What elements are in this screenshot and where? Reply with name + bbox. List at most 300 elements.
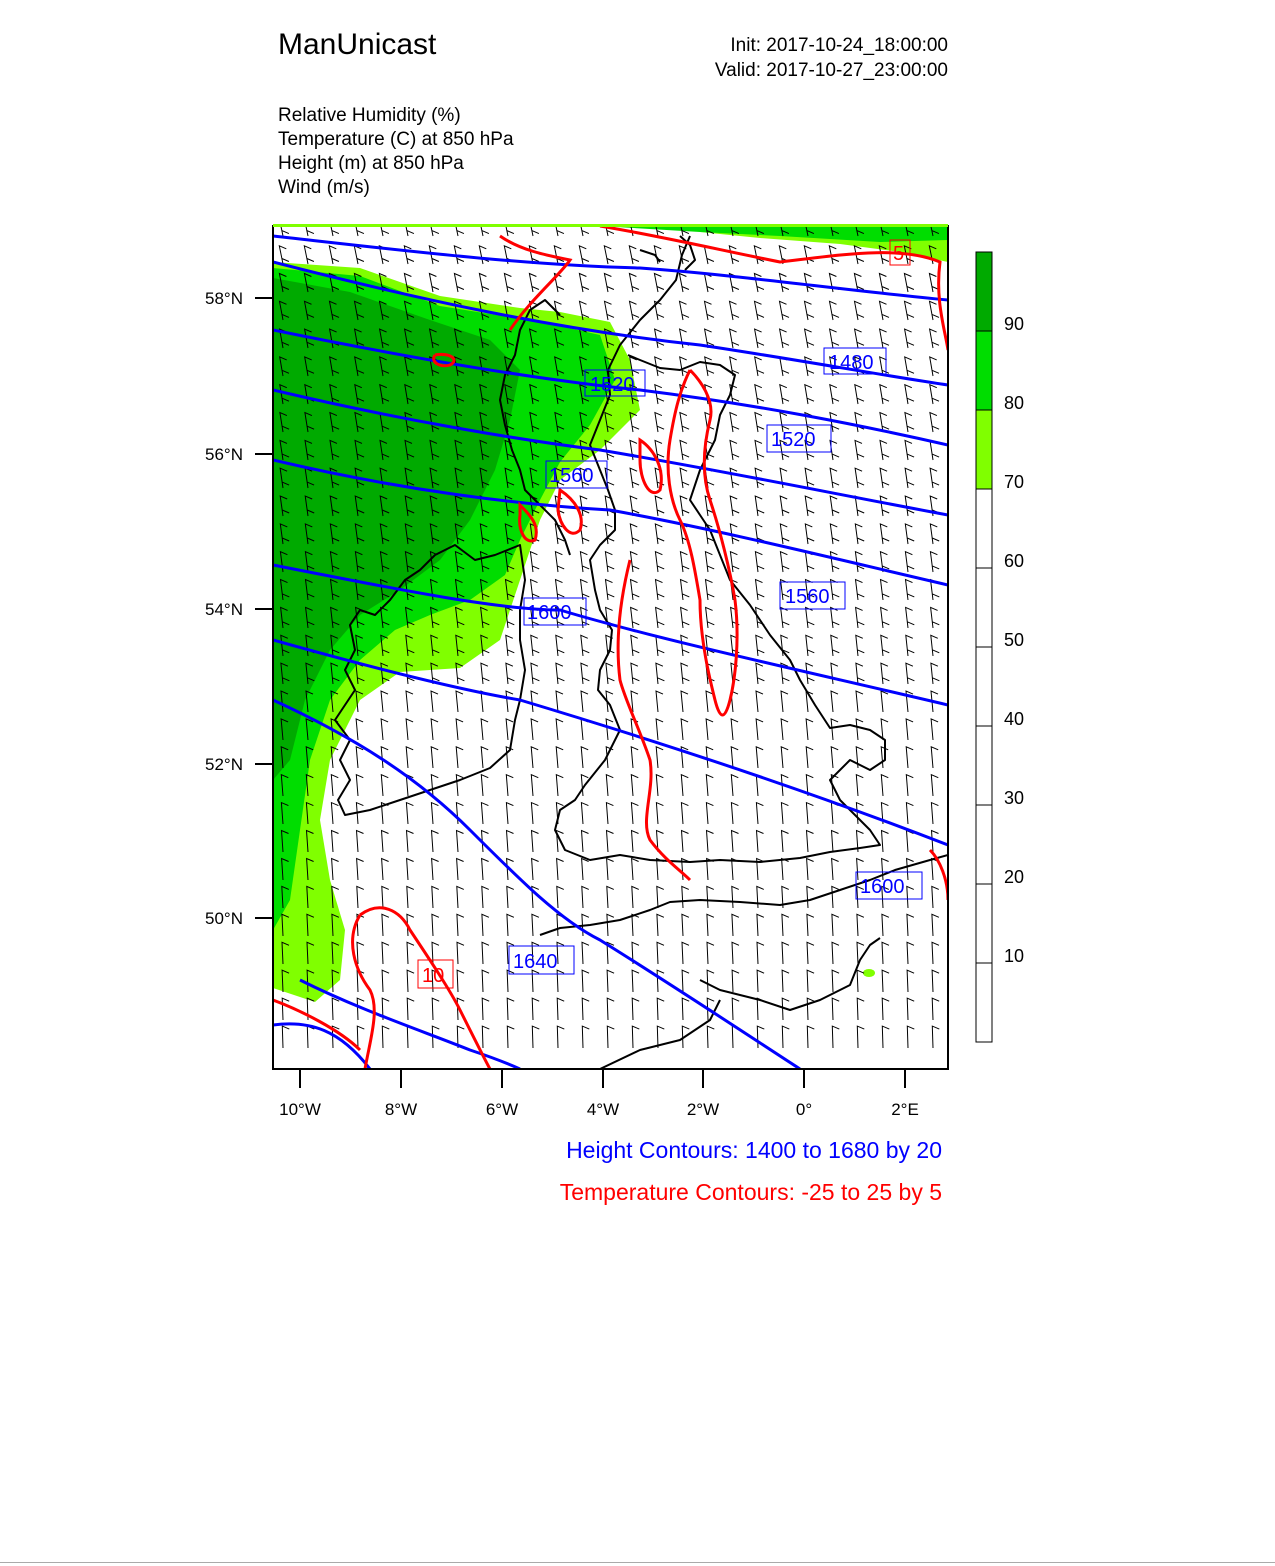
wind-barb (506, 691, 513, 712)
wind-barb (831, 635, 840, 656)
wind-barb (731, 719, 738, 740)
wind-barb (679, 274, 689, 293)
wind-barb (630, 468, 639, 488)
wind-barb (905, 552, 914, 572)
wind-barb (632, 914, 639, 936)
wind-barb (406, 803, 413, 824)
wind-barb (906, 635, 915, 656)
lat-axis (255, 298, 273, 918)
wind-barb (407, 970, 414, 992)
wind-barb (732, 914, 739, 936)
wind-barb (531, 747, 538, 768)
colorbar-cell (976, 884, 992, 963)
wind-barb (506, 775, 513, 796)
wind-barb (656, 719, 663, 740)
colorbar-cell (976, 252, 992, 331)
wind-barb (931, 719, 938, 740)
wind-barb (680, 552, 689, 572)
wind-barb (832, 942, 839, 964)
wind-barb (682, 942, 689, 964)
wind-barb (482, 914, 489, 936)
wind-barb (756, 719, 763, 740)
wind-barb (357, 831, 364, 853)
wind-barb (930, 468, 939, 488)
wind-barb (581, 719, 588, 740)
wind-barb (855, 440, 864, 460)
wind-barb (830, 552, 839, 572)
wind-barb (807, 970, 814, 992)
wind-barb (731, 803, 738, 824)
wind-barb (631, 747, 638, 768)
wind-barb (832, 970, 839, 992)
wind-barb (907, 998, 914, 1020)
wind-barb (457, 859, 464, 881)
wind-barb (382, 886, 389, 908)
wind-barb (557, 1026, 564, 1048)
height-contour-legend: Height Contours: 1400 to 1680 by 20 (566, 1137, 942, 1163)
wind-barb (357, 859, 364, 881)
wind-barb (507, 998, 514, 1020)
wind-barb (730, 468, 739, 488)
wind-barb (807, 1026, 814, 1048)
lat-label-54: 54°N (205, 600, 243, 619)
wind-barb (807, 859, 814, 881)
valid-time: Valid: 2017-10-27_23:00:00 (714, 60, 948, 81)
wind-barb (806, 635, 815, 656)
wind-barb (579, 274, 589, 293)
wind-barb (906, 719, 913, 740)
wind-barb (780, 524, 789, 544)
wind-barb (382, 914, 389, 936)
wind-barb (605, 301, 615, 320)
wind-barb (707, 1026, 714, 1048)
wind-barb (681, 635, 690, 656)
wind-barb (581, 635, 590, 656)
wind-barb (406, 691, 413, 712)
wind-barb (905, 329, 914, 348)
colorbar-label-80: 80 (1004, 393, 1025, 413)
wind-barb (932, 1026, 939, 1048)
colorbar-label-90: 90 (1004, 314, 1025, 334)
wind-barb (681, 775, 688, 796)
wind-barb (881, 691, 888, 712)
wind-barb (706, 775, 713, 796)
wind-barb (631, 691, 638, 712)
wind-barb (456, 775, 463, 796)
wind-barb (656, 607, 665, 628)
wind-barb (730, 496, 739, 516)
wind-barb (631, 663, 640, 684)
wind-barb (754, 274, 764, 293)
wind-barb (657, 914, 664, 936)
wind-barb (631, 635, 640, 656)
wind-barb (729, 246, 739, 264)
colorbar-cell (976, 331, 992, 410)
wind-barb (356, 775, 363, 796)
wind-barb (931, 663, 940, 684)
wind-barb (607, 998, 614, 1020)
wind-barb (680, 413, 689, 432)
wind-barb (782, 970, 789, 992)
wind-barb (732, 886, 739, 908)
wind-barb (830, 385, 839, 404)
wind-barb (882, 998, 889, 1020)
wind-barb (531, 775, 538, 796)
wind-barb (831, 747, 838, 768)
wind-barb (932, 998, 939, 1020)
wind-barb (905, 385, 914, 404)
wind-barb (482, 1026, 489, 1048)
wind-barb (606, 663, 615, 684)
wind-barb (806, 607, 815, 628)
colorbar-label-70: 70 (1004, 472, 1025, 492)
wind-barb (481, 747, 488, 768)
wind-barb (481, 663, 490, 684)
wind-barb (531, 580, 540, 600)
wind-barb (880, 301, 890, 320)
wind-barb (730, 301, 740, 320)
wind-barb (832, 914, 839, 936)
wind-barb (431, 747, 438, 768)
wind-barb (906, 803, 913, 824)
wind-barb (756, 747, 763, 768)
wind-barb (755, 301, 765, 320)
wind-barb (457, 914, 464, 936)
wind-barb (382, 970, 389, 992)
wind-barb (530, 552, 539, 572)
wind-barb (855, 552, 864, 572)
wind-barb (581, 803, 588, 824)
wind-barb (757, 970, 764, 992)
wind-barb (780, 552, 789, 572)
wind-barb (706, 719, 713, 740)
colorbar-label-20: 20 (1004, 867, 1025, 887)
wind-barb (604, 274, 614, 293)
wind-barb (682, 886, 689, 908)
wind-barb (831, 607, 840, 628)
wind-barb (632, 859, 639, 881)
wind-barb (557, 998, 564, 1020)
wind-barb (607, 914, 614, 936)
wind-barb (381, 719, 388, 740)
wind-barb (855, 301, 865, 320)
wind-barb (531, 663, 540, 684)
wind-barb (757, 886, 764, 908)
height-label-1600-b: 1600 (860, 876, 905, 898)
wind-barb (632, 998, 639, 1020)
wind-barb (582, 831, 589, 853)
colorbar-label-30: 30 (1004, 788, 1025, 808)
wind-barb (807, 886, 814, 908)
wind-barb (855, 329, 864, 348)
wind-barb (907, 1026, 914, 1048)
lat-label-56: 56°N (205, 445, 243, 464)
wind-barb (907, 970, 914, 992)
wind-barb (755, 496, 764, 516)
wind-barb (780, 496, 789, 516)
wind-barb (756, 580, 765, 600)
wind-barb (457, 970, 464, 992)
wind-barb (655, 496, 664, 516)
lat-label-58: 58°N (205, 289, 243, 308)
temp-label-10: 10 (422, 965, 445, 987)
wind-barb (804, 274, 814, 293)
wind-barb (357, 942, 364, 964)
wind-barb (757, 831, 764, 853)
wind-barb (882, 831, 889, 853)
wind-barb (656, 803, 663, 824)
wind-barb (431, 775, 438, 796)
wind-barb (754, 246, 764, 264)
wind-barb (607, 970, 614, 992)
wind-barb (332, 859, 339, 881)
wind-barb (930, 413, 939, 432)
wind-barb (932, 942, 939, 964)
wind-barb (606, 775, 613, 796)
wind-barb (806, 747, 813, 768)
wind-barb (732, 998, 739, 1020)
wind-barb (681, 580, 690, 600)
wind-barb (706, 607, 715, 628)
temp-label-5: 5 (893, 243, 905, 265)
wind-barb (432, 942, 439, 964)
field-temperature: Temperature (C) at 850 hPa (278, 129, 514, 150)
wind-barb (930, 385, 939, 404)
wind-barb (830, 329, 839, 348)
lon-label-0: 0° (795, 1100, 813, 1119)
wind-barb (880, 329, 889, 348)
wind-barb (481, 775, 488, 796)
wind-barb (880, 440, 889, 460)
wind-barb (604, 246, 614, 264)
rh-patch-channel (863, 969, 875, 977)
wind-barb (481, 719, 488, 740)
wind-barb (830, 301, 840, 320)
wind-barb (656, 580, 665, 600)
wind-barb (880, 524, 889, 544)
wind-barb (930, 552, 939, 572)
wind-barb (504, 274, 514, 293)
wind-barb (806, 803, 813, 824)
wind-barb (930, 329, 939, 348)
wind-barb (631, 580, 640, 600)
wind-barb (881, 663, 890, 684)
wind-barb (830, 496, 839, 516)
wind-barb (581, 663, 590, 684)
wind-barb (757, 942, 764, 964)
wind-barb (507, 886, 514, 908)
wind-barb (629, 246, 639, 264)
wind-barb (704, 274, 714, 293)
wind-barb (882, 942, 889, 964)
field-wind: Wind (m/s) (278, 177, 370, 198)
colorbar-cell (976, 963, 992, 1042)
wind-barb (881, 580, 890, 600)
wind-barb (607, 831, 614, 853)
wind-barb (655, 524, 664, 544)
wind-barb (304, 246, 314, 264)
wind-barb (781, 719, 788, 740)
wind-barb (681, 607, 690, 628)
wind-barb (755, 413, 764, 432)
wind-barb (556, 775, 563, 796)
wind-barb (554, 246, 564, 264)
wind-barb (707, 942, 714, 964)
wind-barb (631, 607, 640, 628)
lon-axis (300, 1069, 905, 1088)
wind-barb (607, 1026, 614, 1048)
wind-barb (356, 719, 363, 740)
wind-barb (582, 859, 589, 881)
wind-barb (532, 970, 539, 992)
wind-barb (632, 970, 639, 992)
wind-barb (407, 831, 414, 853)
wind-barb (707, 970, 714, 992)
wind-barb (354, 246, 364, 264)
wind-barb (581, 691, 588, 712)
wind-barb (432, 914, 439, 936)
wind-barb (705, 552, 714, 572)
wind-barb (781, 607, 790, 628)
wind-barb (681, 663, 690, 684)
wind-barb (631, 775, 638, 796)
colorbar-label-10: 10 (1004, 946, 1025, 966)
wind-barb (707, 831, 714, 853)
wind-barb (654, 274, 664, 293)
wind-barb (655, 552, 664, 572)
wind-barb (580, 496, 589, 516)
bottom-divider (0, 1562, 1275, 1563)
wind-barb (832, 886, 839, 908)
wind-barb (906, 607, 915, 628)
wind-barb (482, 859, 489, 881)
wind-barb (855, 524, 864, 544)
wind-barb (705, 357, 714, 376)
wind-barb (905, 301, 915, 320)
wind-barb (706, 635, 715, 656)
wind-barb (832, 998, 839, 1020)
init-time: Init: 2017-10-24_18:00:00 (730, 35, 948, 56)
wind-barb (831, 719, 838, 740)
wind-barb (507, 970, 514, 992)
wind-barb (706, 580, 715, 600)
wind-barb (732, 831, 739, 853)
wind-barb (431, 803, 438, 824)
wind-barb (857, 998, 864, 1020)
wind-barb (606, 803, 613, 824)
lat-label-50: 50°N (205, 909, 243, 928)
wind-barb (680, 440, 689, 460)
wind-barb (881, 635, 890, 656)
wind-barb (381, 691, 388, 712)
field-relative-humidity: Relative Humidity (%) (278, 105, 461, 126)
wind-barb (456, 747, 463, 768)
wind-barb (880, 496, 889, 516)
colorbar-label-40: 40 (1004, 709, 1025, 729)
wind-barb (730, 413, 739, 432)
lat-label-52: 52°N (205, 755, 243, 774)
wind-barb (782, 831, 789, 853)
wind-barb (831, 803, 838, 824)
height-label-1520-a: 1520 (590, 374, 635, 396)
wind-barb (930, 301, 940, 320)
wind-barb (907, 859, 914, 881)
wind-barb (731, 775, 738, 796)
wind-barb (855, 385, 864, 404)
wind-barb (782, 1026, 789, 1048)
wind-barb (805, 468, 814, 488)
wind-barb (755, 385, 764, 404)
height-label-1560-b: 1560 (785, 586, 830, 608)
wind-barb (805, 357, 814, 376)
wind-barb (406, 719, 413, 740)
wind-barb (357, 886, 364, 908)
wind-barb (431, 719, 438, 740)
wind-barb (656, 691, 663, 712)
wind-barb (830, 524, 839, 544)
wind-barb (457, 942, 464, 964)
wind-barb (856, 663, 865, 684)
wind-barb (582, 886, 589, 908)
wind-barb (855, 413, 864, 432)
colorbar-cell (976, 568, 992, 647)
wind-barb (406, 747, 413, 768)
wind-barb (506, 803, 513, 824)
wind-barb (579, 246, 589, 264)
wind-barb (931, 607, 940, 628)
wind-barb (756, 691, 763, 712)
wind-barb (832, 859, 839, 881)
wind-barb (479, 274, 489, 293)
wind-barb (707, 886, 714, 908)
wind-barb (382, 942, 389, 964)
colorbar-cell (976, 489, 992, 568)
wind-barb (656, 775, 663, 796)
wind-barb (706, 747, 713, 768)
wind-barb (731, 747, 738, 768)
wind-barb (906, 775, 913, 796)
wind-barb (755, 552, 764, 572)
wind-barb (556, 635, 565, 656)
wind-barb (580, 552, 589, 572)
wind-barb (531, 803, 538, 824)
wind-barb (582, 942, 589, 964)
temperature-contour-legend: Temperature Contours: -25 to 25 by 5 (559, 1179, 942, 1205)
wind-barb (279, 246, 289, 264)
wind-barb (479, 246, 489, 264)
field-height: Height (m) at 850 hPa (278, 153, 464, 174)
wind-barb (880, 468, 889, 488)
wind-barb (904, 274, 914, 293)
wind-barb (930, 524, 939, 544)
wind-barb (856, 691, 863, 712)
wind-barb (680, 301, 690, 320)
wind-barb (807, 942, 814, 964)
lon-label-6w: 6°W (485, 1100, 519, 1119)
wind-barb (656, 747, 663, 768)
wind-barb (856, 580, 865, 600)
wind-barb (781, 803, 788, 824)
wind-barb (506, 635, 515, 656)
wind-barb (805, 301, 815, 320)
wind-barb (482, 998, 489, 1020)
app-title: ManUnicast (278, 28, 437, 61)
colorbar (976, 252, 1024, 1042)
wind-barb (482, 970, 489, 992)
wind-barb (856, 607, 865, 628)
wind-barb (707, 914, 714, 936)
wind-barb (556, 719, 563, 740)
